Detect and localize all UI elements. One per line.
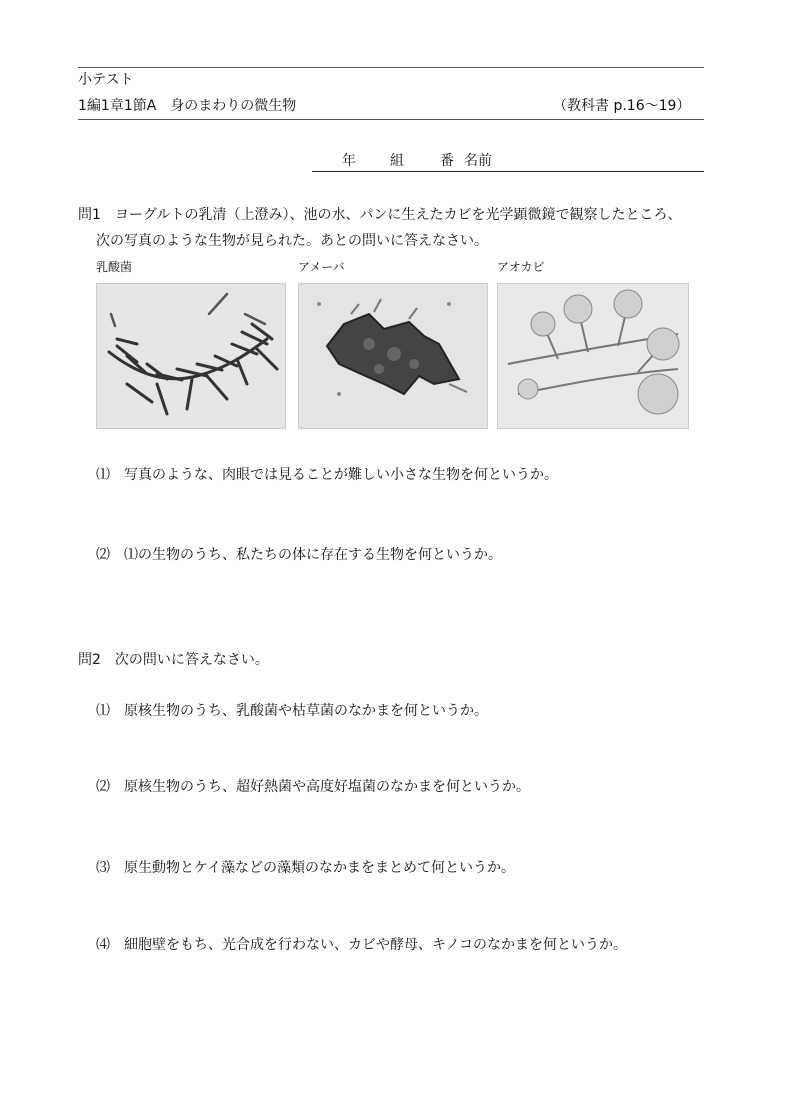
photo-caption-amoeba: アメーバ: [298, 260, 345, 274]
photo-lactobacillus: [96, 283, 286, 429]
header-bottom-rule: [78, 119, 704, 120]
unit-title: 1編1章1節A 身のまわりの微生物: [78, 98, 297, 114]
name-label: 名前: [464, 153, 492, 169]
q2-prompt: 問2 次の問いに答えなさい。: [78, 652, 269, 668]
q2-sub1: ⑴ 原核生物のうち、乳酸菌や枯草菌のなかまを何というか。: [96, 703, 488, 719]
textbook-pages: （教科書 p.16～19）: [553, 98, 691, 114]
year-label: 年: [342, 153, 356, 169]
quiz-label: 小テスト: [78, 72, 134, 88]
q1-prompt-line1: 問1 ヨーグルトの乳清（上澄み）、池の水、パンに生えたカビを光学顕微鏡で観察したところ、: [78, 207, 682, 223]
photo-amoeba: [298, 283, 488, 429]
q1-prompt-line2: 次の写真のような生物が見られた。あとの問いに答えなさい。: [96, 233, 488, 249]
name-field[interactable]: [312, 147, 704, 172]
photo-caption-lactobacillus: 乳酸菌: [96, 260, 133, 274]
q1-sub1: ⑴ 写真のような、肉眼では見ることが難しい小さな生物を何というか。: [96, 467, 558, 483]
q1-sub2: ⑵ ⑴の生物のうち、私たちの体に存在する生物を何というか。: [96, 547, 502, 563]
header-top-rule: [78, 67, 704, 68]
class-label: 組: [390, 153, 404, 169]
photo-caption-penicillium: アオカビ: [497, 260, 545, 274]
q2-sub4: ⑷ 細胞壁をもち、光合成を行わない、カビや酵母、キノコのなかまを何というか。: [96, 937, 628, 953]
q2-sub3: ⑶ 原生動物とケイ藻などの藻類のなかまをまとめて何というか。: [96, 860, 516, 876]
photo-penicillium: [497, 283, 689, 429]
number-label: 番: [440, 153, 454, 169]
q2-sub2: ⑵ 原核生物のうち、超好熱菌や高度好塩菌のなかまを何というか。: [96, 779, 530, 795]
